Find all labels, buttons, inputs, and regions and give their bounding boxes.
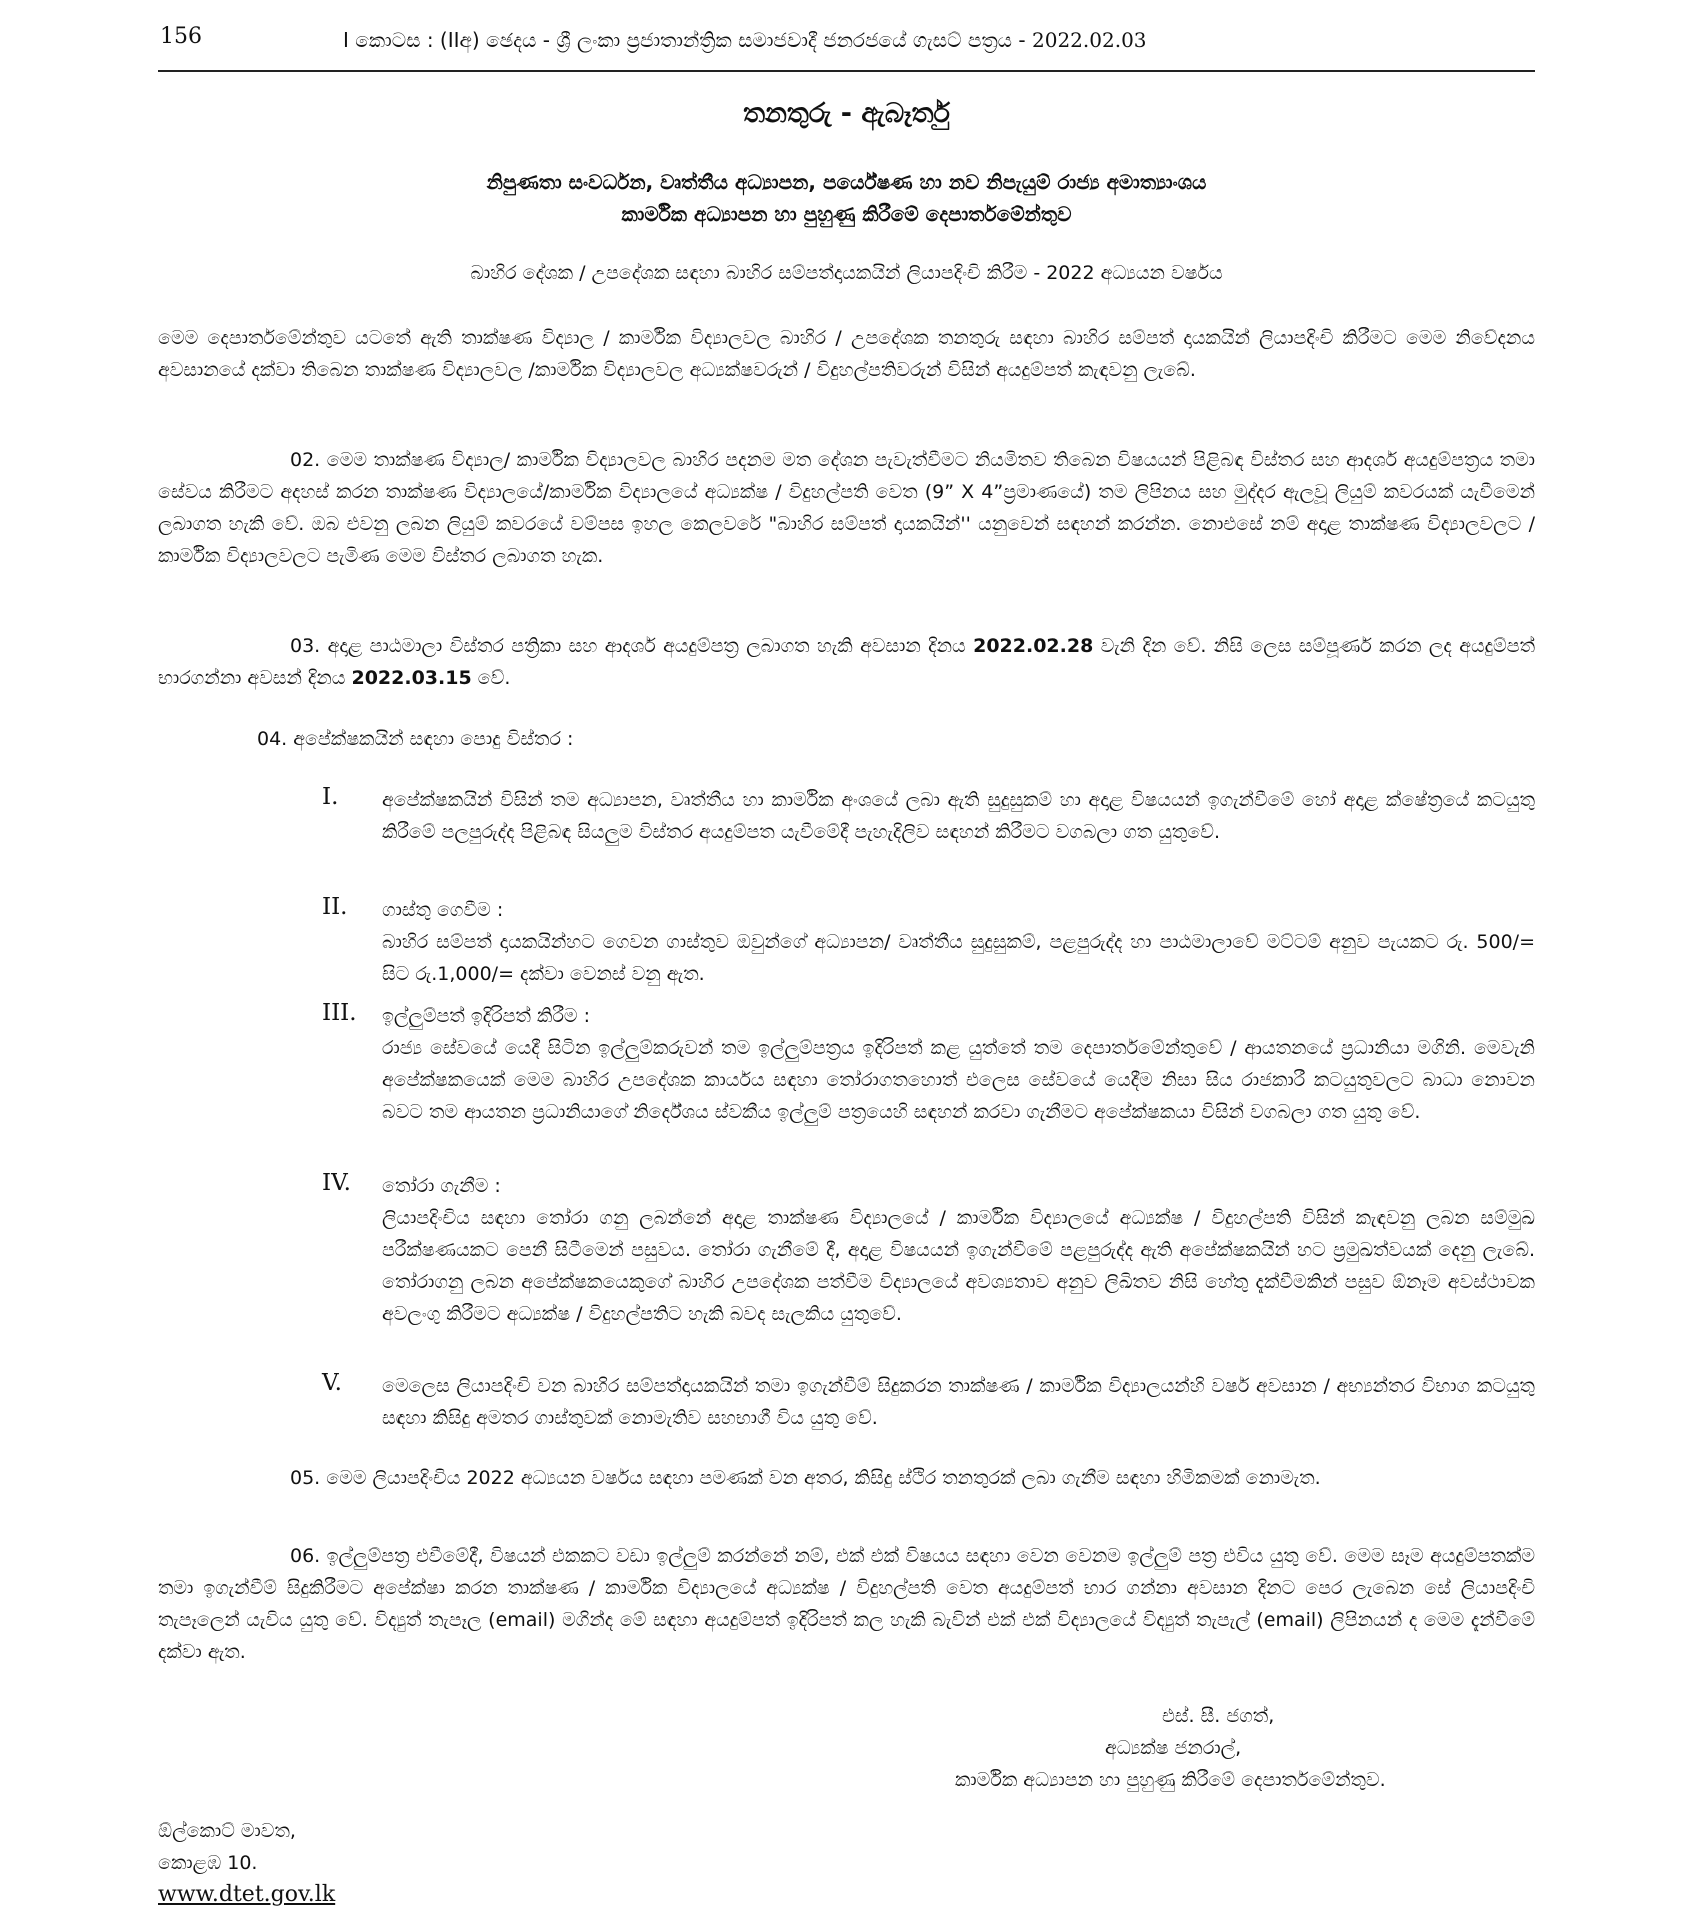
list-item-content xyxy=(382,1170,1535,1330)
gazette-date: 2022.02.03 xyxy=(1032,28,1147,52)
list-item-content xyxy=(382,894,1535,990)
list-item-number: I. xyxy=(322,784,339,810)
list-item-title: ඉල්ලුම්පත් ඉදිරිපත් කිරීම : xyxy=(382,1005,591,1027)
signatory-post: අධ්‍යක්ෂ ජනරාල්, xyxy=(1105,1737,1242,1759)
page-number: 156 xyxy=(160,24,202,49)
list-item-text: අපේක්ෂකයින් විසින් තම අධ්‍යාපන, වෘත්තීය හා කාර්මික අංශයේ ලබා ඇති සුදුසුකම් හා අදාළ විෂයයන් ඉගැන්වීමේ හෝ අදාළ ක්ෂේත්‍රයේ කටයුතු කිරීමේ පලපුරුද්ද පිළිබඳ සියලුම විස්තර අයදුම්පත යැවීමේදී පැහැදිලිව සඳහන් කිරීමට වගබලා ගත යුතුවේ. xyxy=(382,789,1535,843)
address-city: කොළඹ 10. xyxy=(158,1852,258,1874)
paragraph-03 xyxy=(158,630,1535,694)
list-item-content xyxy=(382,1000,1535,1128)
section-04-heading: 04. අපේක්ෂකයින් සඳහා පොදු විස්තර : xyxy=(257,728,574,750)
list-item-text: ලියාපදිංචිය සඳහා තෝරා ගනු ලබන්නේ අදාළ තාක්ෂණ විද්‍යාලයේ / කාර්මික විද්‍යාලයේ අධ්‍යක්ෂ / විදුහල්පති විසින් කැඳවනු ලබන සම්මුඛ පරීක්ෂණයකට පෙනී සිටීමෙන් පසුවය. තෝරා ගැනීමේ දී, අදාළ විෂයයන් ඉගැන්වීමේ පළපුරුද්ද ඇති අපේක්ෂකයින් හට ප්‍රමුඛත්වයක් දෙනු ලැබේ. තෝරාගනු ලබන අපේක්ෂකයෙකුගේ බාහිර උපදේශක පත්වීම විද්‍යාලයේ අවශ්‍යතාව අනුව ලිඛිතව නිසි හේතු දැක්වීමකින් පසුව ඕනෑම අවස්ථාවක අවලංගු කිරීමට අධ්‍යක්ෂ / විදුහල්පතිට හැකි බවද සැලකිය යුතුවේ. xyxy=(382,1207,1535,1325)
website-link[interactable]: www.dtet.gov.lk xyxy=(158,1882,336,1907)
signatory-department: කාර්මික අධ්‍යාපන හා පුහුණු කිරීමේ දෙපාර්තමේන්තුව. xyxy=(955,1769,1386,1791)
para03-text-3: වේ. xyxy=(471,667,511,689)
page-header xyxy=(158,18,1535,72)
para03-text-1: 03. අදාළ පාඨමාලා විස්තර පත්‍රිකා සහ ආදර්ශ අයදුම්පත්‍ර ලබාගත හැකි අවසාන දිනය xyxy=(290,635,974,657)
department-name: කාර්මික අධ්‍යාපන හා පුහුණු කිරීමේ දෙපාර්තමේන්තුව xyxy=(621,202,1072,226)
deadline-date-1: 2022.02.28 xyxy=(973,635,1094,657)
paragraph-05: 05. මෙම ලියාපදිංචිය 2022 අධ්‍යයන වර්ෂය සඳහා පමණක් වන අතර, කිසිදු ස්ථිර තනතුරක් ලබා ගැනීම සඳහා හිමිකමක් නොමැත. xyxy=(290,1467,1321,1489)
page-title: තනතුරු - ඇබෑර්තු xyxy=(743,98,950,129)
list-item-title: ගාස්තු ගෙවීම : xyxy=(382,899,504,921)
address-block xyxy=(158,1815,335,1911)
address-street: ඕල්කොට් මාවත, xyxy=(158,1820,296,1842)
signature-block xyxy=(900,1700,1540,1796)
list-item-number: III. xyxy=(322,1000,357,1026)
signatory-name: එස්. සී. ජගත්, xyxy=(1162,1705,1275,1727)
list-item-text: රාජ්‍ය සේවයේ යෙදී සිටින ඉල්ලුම්කරුවන් තම ඉල්ලුම්පත්‍රය ඉදිරිපත් කළ යුත්තේ තම දෙපාර්තමේන්තුවේ / ආයතනයේ ප්‍රධානියා මගිනි. මෙවැනි අපේක්ෂකයෙක් මෙම බාහිර උපදේශක කාර්යය සඳහා තෝරාගතහොත් එලෙස සේවයේ යෙදීම නිසා සිය රාජකාරී කටයුතුවලට බාධා නොවන බවට තම ආයතන ප්‍රධානියාගේ නිර්දේශය ස්වකීය ඉල්ලුම් පත්‍රයෙහි සඳහන් කරවා ගැනීමට අපේක්ෂකයා විසින් වගබලා ගත යුතු වේ. xyxy=(382,1037,1535,1123)
deadline-date-2: 2022.03.15 xyxy=(351,667,472,689)
running-head-text: I කොටස : (IIඅ) ඡෙදය - ශ්‍රී ලංකා ප්‍රජාතාන්ත්‍රික සමාජවාදී ජනරජයේ ගැසට් පත්‍රය - xyxy=(343,28,1032,52)
running-head xyxy=(343,28,1533,52)
intro-paragraph: මෙම දෙපාර්තමේන්තුව යටතේ ඇති තාක්ෂණ විද්‍යාල / කාර්මික විද්‍යාලවල බාහිර / උපදේශක තනතුරු සඳහා බාහිර සම්පත් දායකයින් ලියාපදිංචි කිරීමට මෙම නිවේදනය අවසානයේ දක්වා තිබෙන තාක්ෂණ විද්‍යාලවල /කාර්මික විද්‍යාලවල අධ්‍යක්ෂවරුන් / විදුහල්පතිවරුන් විසින් අයදුම්පත් කැඳවනු ලැබේ. xyxy=(158,327,1535,381)
list-item-text: මෙලෙස ලියාපදිංචි වන බාහිර සම්පත්දායකයින් තමා ඉගැන්වීම් සිදුකරන තාක්ෂණ / කාර්මික විද්‍යාලයන්හි වර්ෂ අවසාන / අභ්‍යන්තර විභාග කටයුතු සඳහා කිසිදු අමතර ගාස්තුවක් නොමැතිව සහභාගී විය යුතු වේ. xyxy=(382,1375,1535,1429)
list-item-title: තෝරා ගැනීම : xyxy=(382,1175,501,1197)
list-item-number: V. xyxy=(322,1370,342,1396)
list-item-number: IV. xyxy=(322,1170,351,1196)
para03-text-2: වැනි දින වේ. නිසි ලෙස සම්පූර්ණ කරන ලද අයදුම්පත් භාරගන්නා අවසන් දිනය xyxy=(158,635,1535,689)
paragraph-02: 02. මෙම තාක්ෂණ විද්‍යාල/ කාර්මික විද්‍යාලවල බාහිර පදනම මත දේශන පැවැත්වීමට නියමිතව තිබෙන විෂයයන් පිළිබඳ විස්තර සහ ආදර්ශ අයදුම්පත්‍රය තමා සේවය කිරීමට අදහස් කරන තාක්ෂණ විද්‍යාලයේ/කාර්මික විද්‍යාලයේ අධ්‍යක්ෂ / විදුහල්පති වෙත (9” X 4”ප්‍රමාණයේ) තම ලිපිනය සහ මුද්දර ඇලවූ ලියුම් කවරයක් යැවීමෙන් ලබාගත හැකි වේ. ඔබ එවනු ලබන ලියුම් කවරයේ වම්පස ඉහල කෙලවරේ "බාහිර සම්පත් දායකයින්'' යනුවෙන් සඳහන් කරන්න. නොඑසේ නම් අදාළ තාක්ෂණ විද්‍යාලවලට / කාර්මික විද්‍යාලවලට පැමිණ මෙම විස්තර ලබාගත හැක. xyxy=(158,449,1535,567)
list-item-text: බාහිර සම්පත් දායකයින්හට ගෙවන ගාස්තුව ඔවුන්ගේ අධ්‍යාපන/ වෘත්තීය සුදුසුකම්, පළපුරුද්ද හා පාඨමාලාවේ මට්ටම් අනුව පැයකට රු. 500/= සිට රු.1,000/= දක්වා වෙනස් වනු ඇත. xyxy=(382,931,1535,985)
ministry-name: නිපුණතා සංවර්ධන, වෘත්තීය අධ්‍යාපන, පර්යේෂණ හා නව නිපැයුම් රාජ්‍ය අමාත්‍යාංශය xyxy=(486,170,1207,194)
list-item-number: II. xyxy=(322,894,348,920)
paragraph-06: 06. ඉල්ලුම්පත්‍ර එවීමේදී, විෂයන් එකකට වඩා ඉල්ලුම් කරන්නේ නම්, එක් එක් විෂයය සඳහා වෙන වෙනම ඉල්ලුම් පත්‍ර එවිය යුතු වේ. මෙම සෑම අයදුම්පතක්ම තමා ඉගැන්වීම් සිදුකිරීමට අපේක්ෂා කරන තාක්ෂණ / කාර්මික විද්‍යාලයේ අධ්‍යක්ෂ / විදුහල්පති වෙත අයදුම්පත් භාර ගන්නා අවසාන දිනට පෙර ලැබෙන සේ ලියාපදිංචි තැපෑලෙන් යැවිය යුතු වේ. විද්‍යුත් තැපෑල (email) මගින්ද මේ සඳහා අයදුම්පත් ඉදිරිපත් කල හැකි බැවින් එක් එක් විද්‍යාලයේ විද්‍යුත් තැපැල් (email) ලිපිනයන් ද මෙම දැන්වීමේ දක්වා ඇත. xyxy=(158,1545,1535,1663)
notice-subject: බාහිර දේශක / උපදේශක සඳහා බාහිර සම්පත්දායකයින් ලියාපදිංචි කිරීම - 2022 අධ්‍යයන වර්ෂය xyxy=(470,262,1223,284)
